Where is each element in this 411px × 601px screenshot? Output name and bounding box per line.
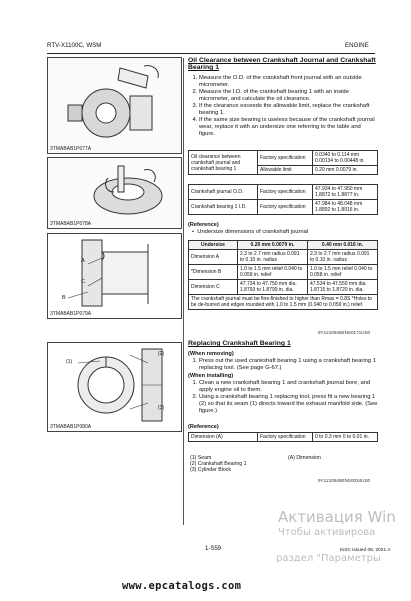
installing-steps [188,380,378,415]
figure-caption: 3TMABAB1P078A [50,221,92,227]
table-row-label: Crankshaft bearing 1 I.D. [189,200,258,215]
cell: 2.3 to 2.7 mm radius 0.091 to 0.10 in. radius [307,250,377,265]
cell: 1.0 to 1.5 mm relief 0.040 to 0.058 in. relief [307,265,377,280]
page-number: 1-S59 [205,546,222,552]
cell: 47.734 to 47.750 mm dia. 1.8793 to 1.8799 in. dia. [238,280,308,295]
spec-label: Factory specification [258,433,313,442]
reference-bullet [192,229,308,236]
section-title-oil-clearance [188,57,378,71]
row-label: Dimension A [189,250,238,265]
table-row-label: Crankshaft journal O.D. [189,185,258,200]
manual-model-label: RTV-X1100C, WSM [47,42,102,49]
figure-caption: 3TMABAB1P080A [50,424,92,430]
step-item: 3. If the clearance exceeds the allowable limit, replace the crankshaft bearing 1. [199,103,378,117]
figure-crankshaft-od [47,57,182,154]
figure-caption: 3TMABAB1P077A [50,146,92,152]
step-item: 2. Using a crankshaft bearing 1 replacing tool, press fit a new bearing 1 (2) so that its seam (1) directs toward the exhaust manifold side. (See figure.) [199,394,378,415]
cell: 47.534 to 47.550 mm dia. 1.8715 to 1.8720 in. dia. [307,280,377,295]
when-removing-heading: (When removing) [188,351,234,357]
oil-clearance-steps [188,75,378,138]
spec-label: Factory specification [258,151,313,166]
spec-label: Factory specification [258,200,313,215]
title-line-2: Bearing 1 [188,64,219,71]
title-line-1: Oil Clearance between Crankshaft Journal and Crankshaft [188,57,376,64]
step-item: 2. Measure the I.D. of the crankshaft bearing 1 with an inside micrometer, and calculate the oil clearance. [199,89,378,103]
step-item: 1. Clean a new crankshaft bearing 1 and crankshaft journal bore, and apply engine oil to them. [199,380,378,394]
callout-1: (1) [66,359,73,365]
figure-caption: 3TMABAB1P079A [50,311,92,317]
cell: 1.0 to 1.5 mm relief 0.040 to 0.059 in. relief [238,265,308,280]
callout-3: (3) [158,405,165,411]
dimension-table [188,432,378,442]
col-header: Undersize [189,241,238,250]
figure-undersize-dimensions [47,233,182,319]
column-divider [183,58,184,525]
figure-bearing-id [47,157,182,229]
step-item: 1. Press out the used crankshaft bearing 1 using a crankshaft bearing 1 replacing tool. (See page G-67.) [199,358,378,372]
label-a: A [81,258,85,264]
crankshaft-measure-illustration [48,58,181,153]
label-b: B [62,295,66,301]
legend-item: (1) Seam [190,455,212,461]
reference-heading: (Reference) [188,424,219,430]
spec-label: Factory specification [258,185,313,200]
issued-label: KiSC issued 08, 2021 A [340,548,391,553]
legend-item: (3) Cylinder Block [190,467,231,474]
spec-value: 0.0340 to 0.114 mm 0.00134 to 0.00448 in. [313,151,378,166]
doc-code: 9Y1210948ENS0034US0 [318,478,371,483]
activation-watermark-line1: Активация Win [278,508,396,526]
header-rule [47,53,375,54]
activation-watermark-line3: раздел "Параметры [276,553,381,564]
reference-heading: (Reference) [188,222,219,228]
doc-code: 9Y1210948ENS0171US0 [318,330,371,335]
when-installing-heading: (When installing) [188,373,234,379]
table-row-label: Oil clearance between crankshaft journal and crankshaft bearing 1 [189,151,258,175]
bullet-icon: • [192,229,198,235]
legend-dimension: (A) Dimension [288,455,321,461]
step-item: 1. Measure the O.D. of the crankshaft front journal with an outside micrometer. [199,75,378,89]
table-note: The crankshaft journal must be fine-finished to higher than Rmax = 0.8S *Holes to be de-burred and edges rounded with 1.0 to 1.5 mm (0.040 to 0.059 in.) relief. [189,295,378,310]
col-header: 0.40 mm 0.016 in. [307,241,377,250]
section-title-replacing: Replacing Crankshaft Bearing 1 [188,340,291,347]
bullet-text: Undersize dimensions of crankshaft journal [197,229,309,235]
bearing-measure-illustration [48,158,181,228]
cell: 2.3 to 2.7 mm radius 0.091 to 0.10 in. radius [238,250,308,265]
spec-value: 47.934 to 47.950 mm 1.8872 to 1.8877 in. [313,185,378,200]
label-c: C [81,279,85,285]
journal-section-illustration [48,234,181,318]
callout-2: (2) [158,351,165,357]
row-label: Dimension (A) [189,433,258,442]
spec-value: 0 to 0.3 mm 0 to 0.01 in. [313,433,378,442]
legend-item: (2) Crankshaft Bearing 1 [190,461,247,468]
col-header: 0.20 mm 0.0079 in. [238,241,308,250]
site-watermark: www.epcatalogs.com [122,580,242,592]
section-label: ENGINE [345,42,369,49]
row-label: Dimension C [189,280,238,295]
row-label: *Dimension B [189,265,238,280]
removing-steps [188,358,378,372]
activation-watermark-line2: Чтобы активирова [278,527,376,538]
journal-bearing-table [188,184,378,215]
step-item: 4. If the same size bearing is useless because of the crankshaft journal wear, replace it with an undersize one referring to the table and figure. [199,117,378,138]
spec-value: 47.984 to 48.048 mm 1.8892 to 1.8916 in. [313,200,378,215]
limit-value: 0.20 mm 0.0079 in. [313,166,378,175]
figure-bearing-seam [47,342,182,432]
oil-clearance-table [188,150,378,175]
undersize-table [188,240,378,310]
limit-label: Allowable limit [258,166,313,175]
